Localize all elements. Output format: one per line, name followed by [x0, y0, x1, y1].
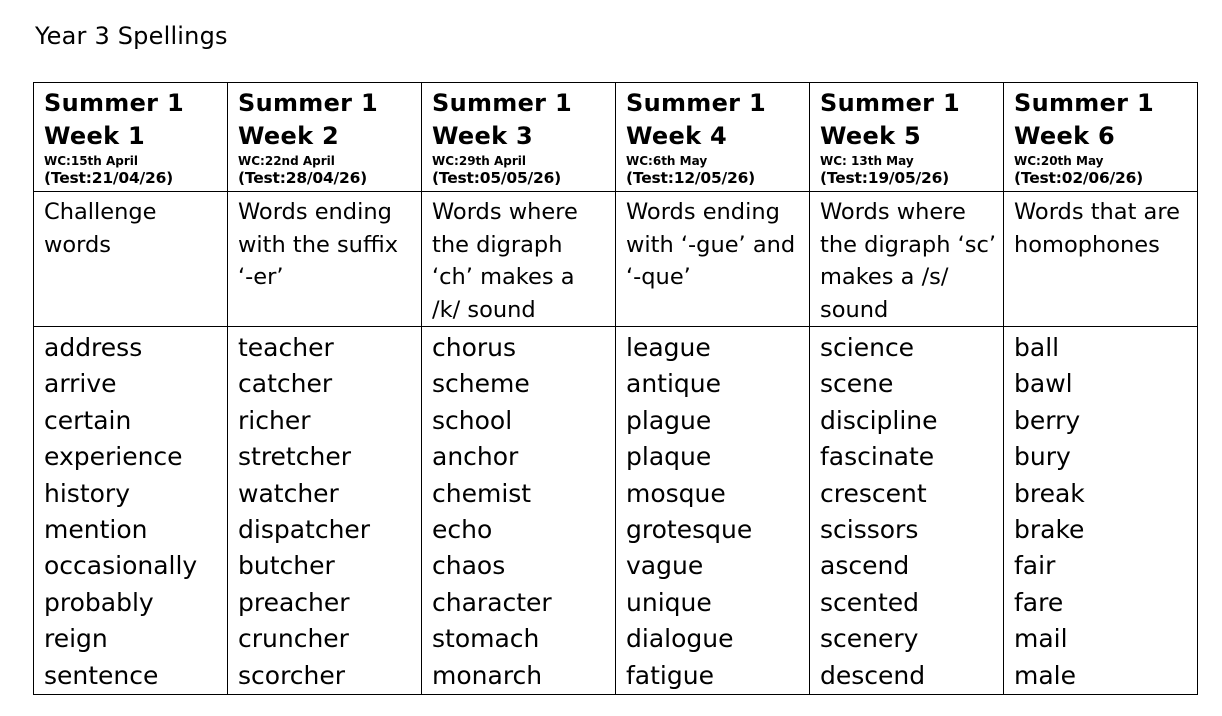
- week-commencing: WC:15th April: [44, 154, 139, 168]
- spelling-rule-cell: [422, 192, 616, 327]
- spelling-word: unique: [626, 587, 712, 617]
- spelling-word: ascend: [820, 551, 910, 581]
- spelling-word: preacher: [238, 587, 350, 617]
- spelling-rule-row: [34, 192, 1198, 327]
- spelling-word: catcher: [238, 369, 333, 399]
- spelling-word: scene: [820, 369, 894, 399]
- spelling-word: mail: [1014, 624, 1068, 654]
- week-header: [422, 83, 616, 192]
- spelling-word: watcher: [238, 478, 339, 508]
- spelling-word: bawl: [1014, 369, 1073, 399]
- test-date: (Test:02/06/26): [1014, 169, 1144, 187]
- week-commencing: WC:6th May: [626, 154, 708, 168]
- word-list: [1014, 330, 1195, 694]
- spelling-word: crescent: [820, 478, 927, 508]
- spelling-rule-cell: [616, 192, 810, 327]
- spelling-word: probably: [44, 587, 154, 617]
- week-commencing: WC:22nd April: [238, 154, 335, 168]
- term-label: Summer 1: [820, 89, 960, 117]
- spelling-rule-cell: [34, 192, 228, 327]
- spelling-rule: Words ending with the suffix ‘-er’: [238, 199, 399, 290]
- spelling-word: fair: [1014, 551, 1056, 581]
- test-date: (Test:05/05/26): [432, 169, 562, 187]
- spelling-word: discipline: [820, 405, 938, 435]
- spelling-word: chaos: [432, 551, 506, 581]
- spelling-rule-cell: [810, 192, 1004, 327]
- spelling-word: dialogue: [626, 624, 734, 654]
- week-label: Week 2: [238, 122, 339, 150]
- term-label: Summer 1: [44, 89, 184, 117]
- test-date: (Test:12/05/26): [626, 169, 756, 187]
- spelling-word: brake: [1014, 514, 1085, 544]
- word-list: [820, 330, 1001, 694]
- spelling-word: character: [432, 587, 552, 617]
- spelling-word: anchor: [432, 442, 519, 472]
- test-date: (Test:19/05/26): [820, 169, 950, 187]
- word-list: [44, 330, 225, 694]
- spelling-word: cruncher: [238, 624, 349, 654]
- week-header: [810, 83, 1004, 192]
- word-list-cell: [228, 327, 422, 695]
- spelling-word: fascinate: [820, 442, 935, 472]
- week-label: Week 1: [44, 122, 145, 150]
- week-header: [1004, 83, 1198, 192]
- spelling-word: ball: [1014, 333, 1060, 362]
- spelling-word: chemist: [432, 478, 532, 508]
- spelling-word: science: [820, 333, 915, 362]
- test-date: (Test:28/04/26): [238, 169, 368, 187]
- spelling-word: school: [432, 405, 513, 435]
- spelling-word: vague: [626, 551, 704, 581]
- week-commencing: WC:20th May: [1014, 154, 1104, 168]
- spelling-word: address: [44, 333, 143, 362]
- spelling-word: fare: [1014, 587, 1064, 617]
- spellings-table: [33, 82, 1198, 695]
- spelling-word: teacher: [238, 333, 334, 362]
- week-label: Week 3: [432, 122, 533, 150]
- spelling-word: sentence: [44, 660, 159, 690]
- word-list-cell: [616, 327, 810, 695]
- spelling-rule: Words that are homophones: [1014, 199, 1180, 258]
- spelling-word: fatigue: [626, 660, 714, 690]
- word-list-cell: [34, 327, 228, 695]
- week-label: Week 6: [1014, 122, 1115, 150]
- spelling-word: echo: [432, 514, 493, 544]
- spelling-word: league: [626, 333, 711, 362]
- header-row: [34, 83, 1198, 192]
- spelling-rule-cell: [1004, 192, 1198, 327]
- spelling-rule: Challenge words: [44, 199, 157, 258]
- spelling-word: descend: [820, 660, 926, 690]
- spelling-word: grotesque: [626, 514, 753, 544]
- spelling-word: scenery: [820, 624, 919, 654]
- week-label: Week 5: [820, 122, 921, 150]
- spelling-word: male: [1014, 660, 1076, 690]
- word-list: [432, 330, 613, 694]
- word-list-cell: [810, 327, 1004, 695]
- spelling-word: occasionally: [44, 551, 198, 581]
- spelling-rule: Words ending with ‘-gue’ and ‘-que’: [626, 199, 796, 290]
- spelling-word: scheme: [432, 369, 530, 399]
- spelling-word: arrive: [44, 369, 117, 399]
- week-label: Week 4: [626, 122, 727, 150]
- word-list-cell: [1004, 327, 1198, 695]
- week-commencing: WC:29th April: [432, 154, 527, 168]
- term-label: Summer 1: [432, 89, 572, 117]
- word-list-row: [34, 327, 1198, 695]
- page-title: Year 3 Spellings: [35, 22, 228, 50]
- week-header: [34, 83, 228, 192]
- spelling-word: experience: [44, 442, 183, 472]
- spelling-word: stretcher: [238, 442, 351, 472]
- spelling-word: break: [1014, 478, 1085, 508]
- week-header: [616, 83, 810, 192]
- week-commencing: WC: 13th May: [820, 154, 914, 168]
- spelling-word: butcher: [238, 551, 335, 581]
- word-list-cell: [422, 327, 616, 695]
- word-list: [626, 330, 807, 694]
- term-label: Summer 1: [238, 89, 378, 117]
- spelling-word: scissors: [820, 514, 919, 544]
- spelling-word: certain: [44, 405, 132, 435]
- spelling-word: scented: [820, 587, 920, 617]
- spelling-rule-cell: [228, 192, 422, 327]
- spelling-rule: Words where the digraph ‘sc’ makes a /s/ sound: [820, 199, 997, 323]
- spelling-word: mention: [44, 514, 148, 544]
- spelling-word: berry: [1014, 405, 1081, 435]
- spelling-word: dispatcher: [238, 514, 371, 544]
- spelling-word: bury: [1014, 442, 1071, 472]
- test-date: (Test:21/04/26): [44, 169, 174, 187]
- spelling-word: scorcher: [238, 660, 346, 690]
- spelling-word: plague: [626, 405, 712, 435]
- spelling-word: monarch: [432, 660, 543, 690]
- spelling-word: antique: [626, 369, 722, 399]
- spelling-word: reign: [44, 624, 108, 654]
- spelling-word: chorus: [432, 333, 517, 362]
- spelling-word: mosque: [626, 478, 726, 508]
- term-label: Summer 1: [626, 89, 766, 117]
- spelling-word: plaque: [626, 442, 712, 472]
- week-header: [228, 83, 422, 192]
- spelling-word: richer: [238, 405, 311, 435]
- term-label: Summer 1: [1014, 89, 1154, 117]
- word-list: [238, 330, 419, 694]
- spelling-word: stomach: [432, 624, 540, 654]
- spelling-word: history: [44, 478, 130, 508]
- spelling-rule: Words where the digraph ‘ch’ makes a /k/ sound: [432, 199, 578, 323]
